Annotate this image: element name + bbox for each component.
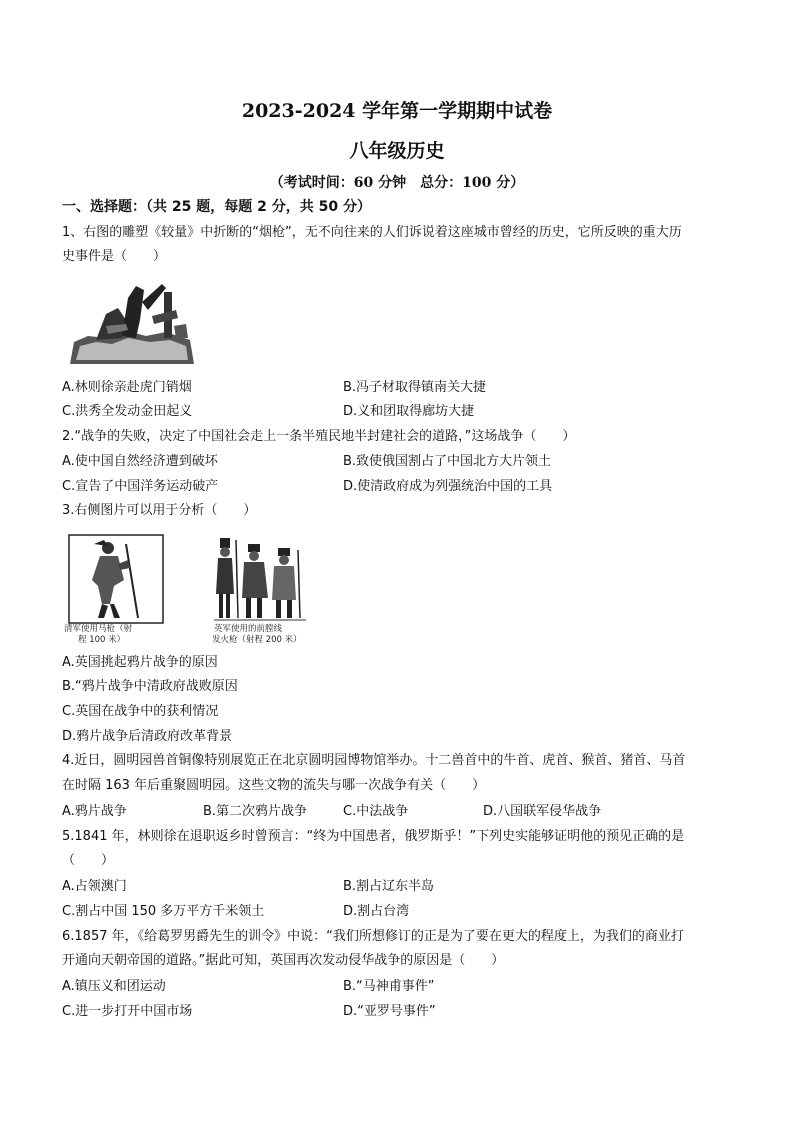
q2-option-d: D.使清政府成为列强统治中国的工具: [343, 479, 553, 494]
caption-qing-line1: 清军使用马枪（射: [64, 624, 133, 634]
q4-option-d: D.八国联军侵华战争: [483, 804, 602, 819]
q1-option-a: A.林则徐亲赴虎门销烟: [62, 380, 192, 395]
q3-option-d: D.鸦片战争后清政府改革背景: [62, 729, 233, 744]
q1-option-d: D.义和团取得廊坊大捷: [343, 404, 475, 419]
sculpture-image: [66, 280, 198, 368]
q6-stem-line2: 开通向天朝帝国的道路。”据此可知，英国再次发动侵华战争的原因是（ ）: [62, 953, 505, 968]
q5-stem-line1: 5.1841 年，林则徐在退职返乡时曾预言：“终为中国患者，俄罗斯乎！”下列史实能够证明他的预见正确的是: [62, 829, 685, 844]
q5-stem-line2: （ ）: [62, 853, 115, 868]
q1-option-c: C.洪秀全发动金田起义: [62, 404, 193, 419]
q3-option-c: C.英国在战争中的获利情况: [62, 704, 219, 719]
q4-option-c: C.中法战争: [343, 804, 409, 819]
qing-soldier-image: [68, 534, 164, 624]
q4-option-a: A.鸦片战争: [62, 804, 127, 819]
q2-option-c: C.宣告了中国洋务运动破产: [62, 479, 219, 494]
q3-option-a: A.英国挑起鸦片战争的原因: [62, 655, 218, 670]
q4-stem-line2: 在时隔 163 年后重聚圆明园。这些文物的流失与哪一次战争有关（ ）: [62, 778, 486, 793]
q5-option-c: C.割占中国 150 多万平方千米领土: [62, 904, 265, 919]
q1-stem-line2: 史事件是（ ）: [62, 249, 167, 264]
q2-option-b: B.致使俄国割占了中国北方大片领土: [343, 454, 552, 469]
q3-stem: 3.右侧图片可以用于分析（ ）: [62, 503, 257, 518]
exam-info: （考试时间：60 分钟 总分：100 分）: [269, 175, 525, 191]
q2-option-a: A.使中国自然经济遭到破坏: [62, 454, 218, 469]
british-soldiers-image: [212, 534, 308, 624]
exam-title: 2023-2024 学年第一学期期中试卷: [241, 100, 553, 122]
q6-option-b: B.“马神甫事件”: [343, 979, 435, 994]
q6-option-a: A.镇压义和团运动: [62, 979, 166, 994]
q6-option-c: C.进一步打开中国市场: [62, 1004, 193, 1019]
q5-option-a: A.占领澳门: [62, 879, 127, 894]
q4-stem-line1: 4.近日，圆明园兽首铜像特别展览正在北京圆明园博物馆举办。十二兽首中的牛首、虎首、猴首、猪首、马首: [62, 753, 686, 768]
caption-british-line2: 发火枪（射程 200 米）: [212, 635, 302, 645]
q2-stem: 2.“战争的失败，决定了中国社会走上一条半殖民地半封建社会的道路，”这场战争（ ）: [62, 429, 576, 444]
q1-stem-line1: 1、右图的雕塑《较量》中折断的“烟枪”，无不向往来的人们诉说着这座城市曾经的历史，它所反映的重大历: [62, 225, 682, 240]
q5-option-d: D.割占台湾: [343, 904, 410, 919]
q6-stem-line1: 6.1857 年，《给葛罗男爵先生的训令》中说：“我们所想修订的正是为了要在更大的程度上，为我们的商业打: [62, 929, 684, 944]
caption-british-line1: 英军使用的前膛线: [214, 624, 283, 634]
caption-qing-line2: 程 100 米）: [78, 635, 126, 645]
q5-option-b: B.割占辽东半岛: [343, 879, 435, 894]
q6-option-d: D.“亚罗号事件”: [343, 1004, 436, 1019]
q1-option-b: B.冯子材取得镇南关大捷: [343, 380, 487, 395]
exam-subject: 八年级历史: [349, 140, 445, 162]
section-heading: 一、选择题：（共 25 题，每题 2 分，共 50 分）: [62, 199, 371, 215]
q4-option-b: B.第二次鸦片战争: [203, 804, 308, 819]
q3-option-b: B.“鸦片战争中清政府战败原因: [62, 679, 238, 694]
